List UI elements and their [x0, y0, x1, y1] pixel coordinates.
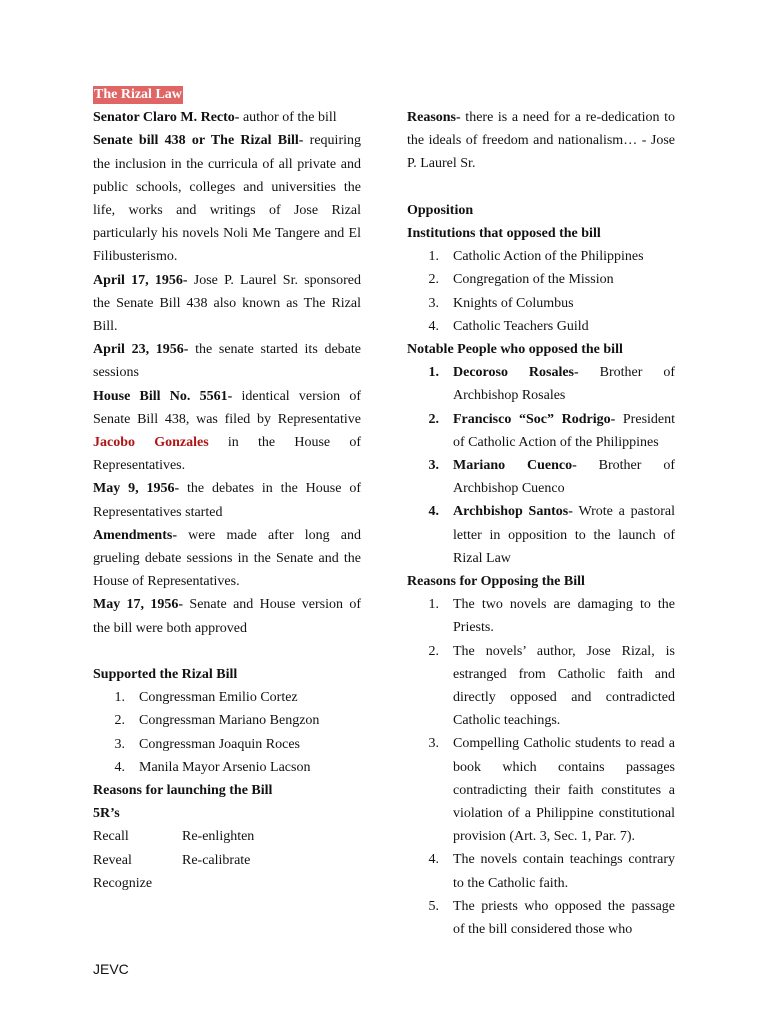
may17-label: May 17, 1956-	[93, 597, 184, 613]
left-column	[93, 83, 361, 895]
author-label: Senator Claro M. Recto-	[93, 110, 240, 126]
list-item	[407, 848, 675, 894]
apr17-text: Jose P. Laurel Sr. sponsored the Senate Bill 438 also known as The Rizal Bill.	[93, 272, 361, 335]
list-item	[93, 733, 361, 756]
list-item	[407, 454, 675, 500]
people-heading	[407, 338, 675, 361]
reasons-paragraph	[407, 106, 675, 176]
house-bill-text: identical version of Senate Bill 438, was filed by Representative	[93, 388, 361, 427]
list-text: Knights of Columbus	[453, 295, 574, 311]
list-text: The two novels are damaging to the Priests.	[453, 597, 675, 636]
reasons-text: there is a need for a re-dedication to the ideals of freedom and nationalism… - Jose P. Laurel Sr.	[407, 110, 675, 172]
list-number: 1.	[428, 249, 439, 265]
senate-bill-text: requiring the inclusion in the curricula of all private and public schools, colleges and universities the life, works and writings of Jose Rizal particularly his novels Noli Me Tangere and El Filibusterismo.	[93, 133, 362, 265]
list-number: 1.	[428, 365, 439, 381]
list-text: Congressman Mariano Bengzon	[139, 713, 320, 729]
list-item	[407, 593, 675, 639]
people-heading-text: Notable People who opposed the bill	[407, 342, 623, 358]
list-number: 2.	[428, 411, 439, 427]
person-name: Archbishop Santos-	[453, 504, 573, 520]
list-text: Catholic Teachers Guild	[453, 318, 589, 334]
may9-text: the debates in the House of Representatives started	[93, 481, 361, 520]
fiver-heading-text: 5R’s	[93, 806, 120, 822]
title-row	[93, 83, 361, 106]
apr23-text: the senate started its debate sessions	[93, 342, 361, 381]
reasons-label: Reasons-	[407, 110, 461, 125]
list-text: Congregation of the Mission	[453, 272, 614, 288]
may17-text: Senate and House version of the bill were both approved	[93, 597, 361, 636]
opposition-heading	[407, 199, 675, 222]
institutions-list	[407, 245, 675, 338]
list-number: 5.	[428, 898, 439, 914]
apr23-paragraph	[93, 338, 361, 384]
supported-heading-text: Supported the Rizal Bill	[93, 667, 238, 683]
may9-label: May 9, 1956-	[93, 481, 180, 497]
apr23-label: April 23, 1956-	[93, 342, 189, 358]
person-name: Francisco “Soc” Rodrigo-	[453, 411, 616, 427]
person-desc: President of Catholic Action of the Philippines	[453, 411, 676, 450]
may9-paragraph	[93, 477, 361, 523]
fiver-grid	[93, 825, 361, 895]
list-item	[407, 732, 675, 848]
list-item	[407, 408, 675, 454]
page-footer: JEVC	[93, 961, 129, 977]
opposing-list	[407, 593, 675, 941]
list-text: Congressman Joaquin Roces	[139, 736, 300, 752]
list-text: Catholic Action of the Philippines	[453, 249, 644, 265]
list-number: 2.	[114, 713, 125, 729]
list-item	[93, 756, 361, 779]
supported-heading	[93, 663, 361, 686]
amendments-label: Amendments-	[93, 527, 177, 543]
senate-bill-label: Senate bill 438 or The Rizal Bill-	[93, 133, 304, 149]
list-text	[453, 454, 675, 500]
fiver-recognize: Recognize	[93, 875, 153, 891]
list-text	[453, 500, 675, 570]
fiver-re-enlighten: Re-enlighten	[182, 829, 255, 845]
list-number: 4.	[428, 852, 439, 868]
list-number: 1.	[428, 597, 439, 613]
institutions-heading-text: Institutions that opposed the bill	[407, 226, 601, 241]
list-text: Manila Mayor Arsenio Lacson	[139, 759, 311, 775]
reasons-launch-heading-text: Reasons for launching the Bill	[93, 783, 273, 799]
fiver-re-calibrate: Re-calibrate	[182, 852, 251, 868]
list-number: 2.	[428, 272, 439, 288]
list-text: Compelling Catholic students to read a book which contains passages contradicting their faith constitutes a violation of a Philippine constitutional provision (Art. 3, Sec. 1, Par. 7).	[453, 736, 675, 845]
list-number: 3.	[428, 458, 439, 474]
list-item	[407, 245, 675, 268]
list-text	[453, 408, 675, 454]
list-number: 2.	[428, 643, 439, 659]
list-item	[407, 268, 675, 291]
person-desc: Brother of Archbishop Rosales	[453, 365, 675, 404]
list-item	[93, 686, 361, 709]
people-list	[407, 361, 675, 570]
list-number: 4.	[114, 759, 125, 775]
list-text: Congressman Emilio Cortez	[139, 690, 298, 706]
representative-name: Jacobo Gonzales	[93, 435, 209, 451]
opposing-heading	[407, 570, 675, 593]
document-title: The Rizal Law	[94, 86, 182, 102]
list-item	[93, 709, 361, 732]
spacer	[93, 640, 361, 663]
author-paragraph	[93, 106, 361, 129]
list-number: 4.	[428, 504, 439, 520]
list-item	[407, 361, 675, 407]
may17-paragraph	[93, 593, 361, 639]
reasons-launch-heading	[93, 779, 361, 802]
list-item	[407, 500, 675, 570]
supported-list	[93, 686, 361, 779]
right-column	[407, 106, 675, 941]
opposition-heading-text: Opposition	[407, 202, 474, 218]
person-desc: Brother of Archbishop Cuenco	[453, 458, 675, 497]
opposing-heading-text: Reasons for Opposing the Bill	[407, 574, 585, 590]
list-item	[407, 315, 675, 338]
spacer	[407, 176, 675, 199]
list-text: The novels contain teachings contrary to the Catholic faith.	[453, 852, 675, 891]
list-item	[407, 895, 675, 941]
list-item	[407, 292, 675, 315]
person-name: Decoroso Rosales-	[453, 365, 579, 381]
fiver-recall: Recall	[93, 829, 129, 845]
house-bill-paragraph	[93, 385, 361, 478]
amendments-text: were made after long and grueling debate sessions in the Senate and the House of Representatives.	[93, 527, 361, 590]
fiver-reveal: Reveal	[93, 852, 132, 868]
author-text: author of the bill	[239, 110, 337, 126]
list-number: 3.	[428, 295, 439, 311]
house-bill-text2: in the House of Representatives.	[93, 435, 361, 474]
apr17-label: April 17, 1956-	[93, 272, 188, 288]
list-text	[453, 361, 675, 407]
person-name: Mariano Cuenco-	[453, 458, 577, 474]
list-number: 4.	[428, 318, 439, 334]
list-number: 1.	[114, 690, 125, 706]
list-text: The novels’ author, Jose Rizal, is estranged from Catholic faith and directly opposed and contradicted Catholic teachings.	[453, 643, 675, 729]
fiver-heading	[93, 802, 361, 825]
list-number: 3.	[428, 736, 439, 752]
institutions-heading	[407, 222, 675, 245]
amendments-paragraph	[93, 524, 361, 594]
apr17-paragraph	[93, 269, 361, 339]
person-desc: Wrote a pastoral letter in opposition to the launch of Rizal Law	[453, 504, 675, 566]
senate-bill-paragraph	[93, 129, 361, 268]
house-bill-label: House Bill No. 5561-	[93, 388, 233, 404]
list-item	[407, 640, 675, 733]
list-text: The priests who opposed the passage of the bill considered those who	[453, 898, 675, 938]
list-number: 3.	[114, 736, 125, 752]
